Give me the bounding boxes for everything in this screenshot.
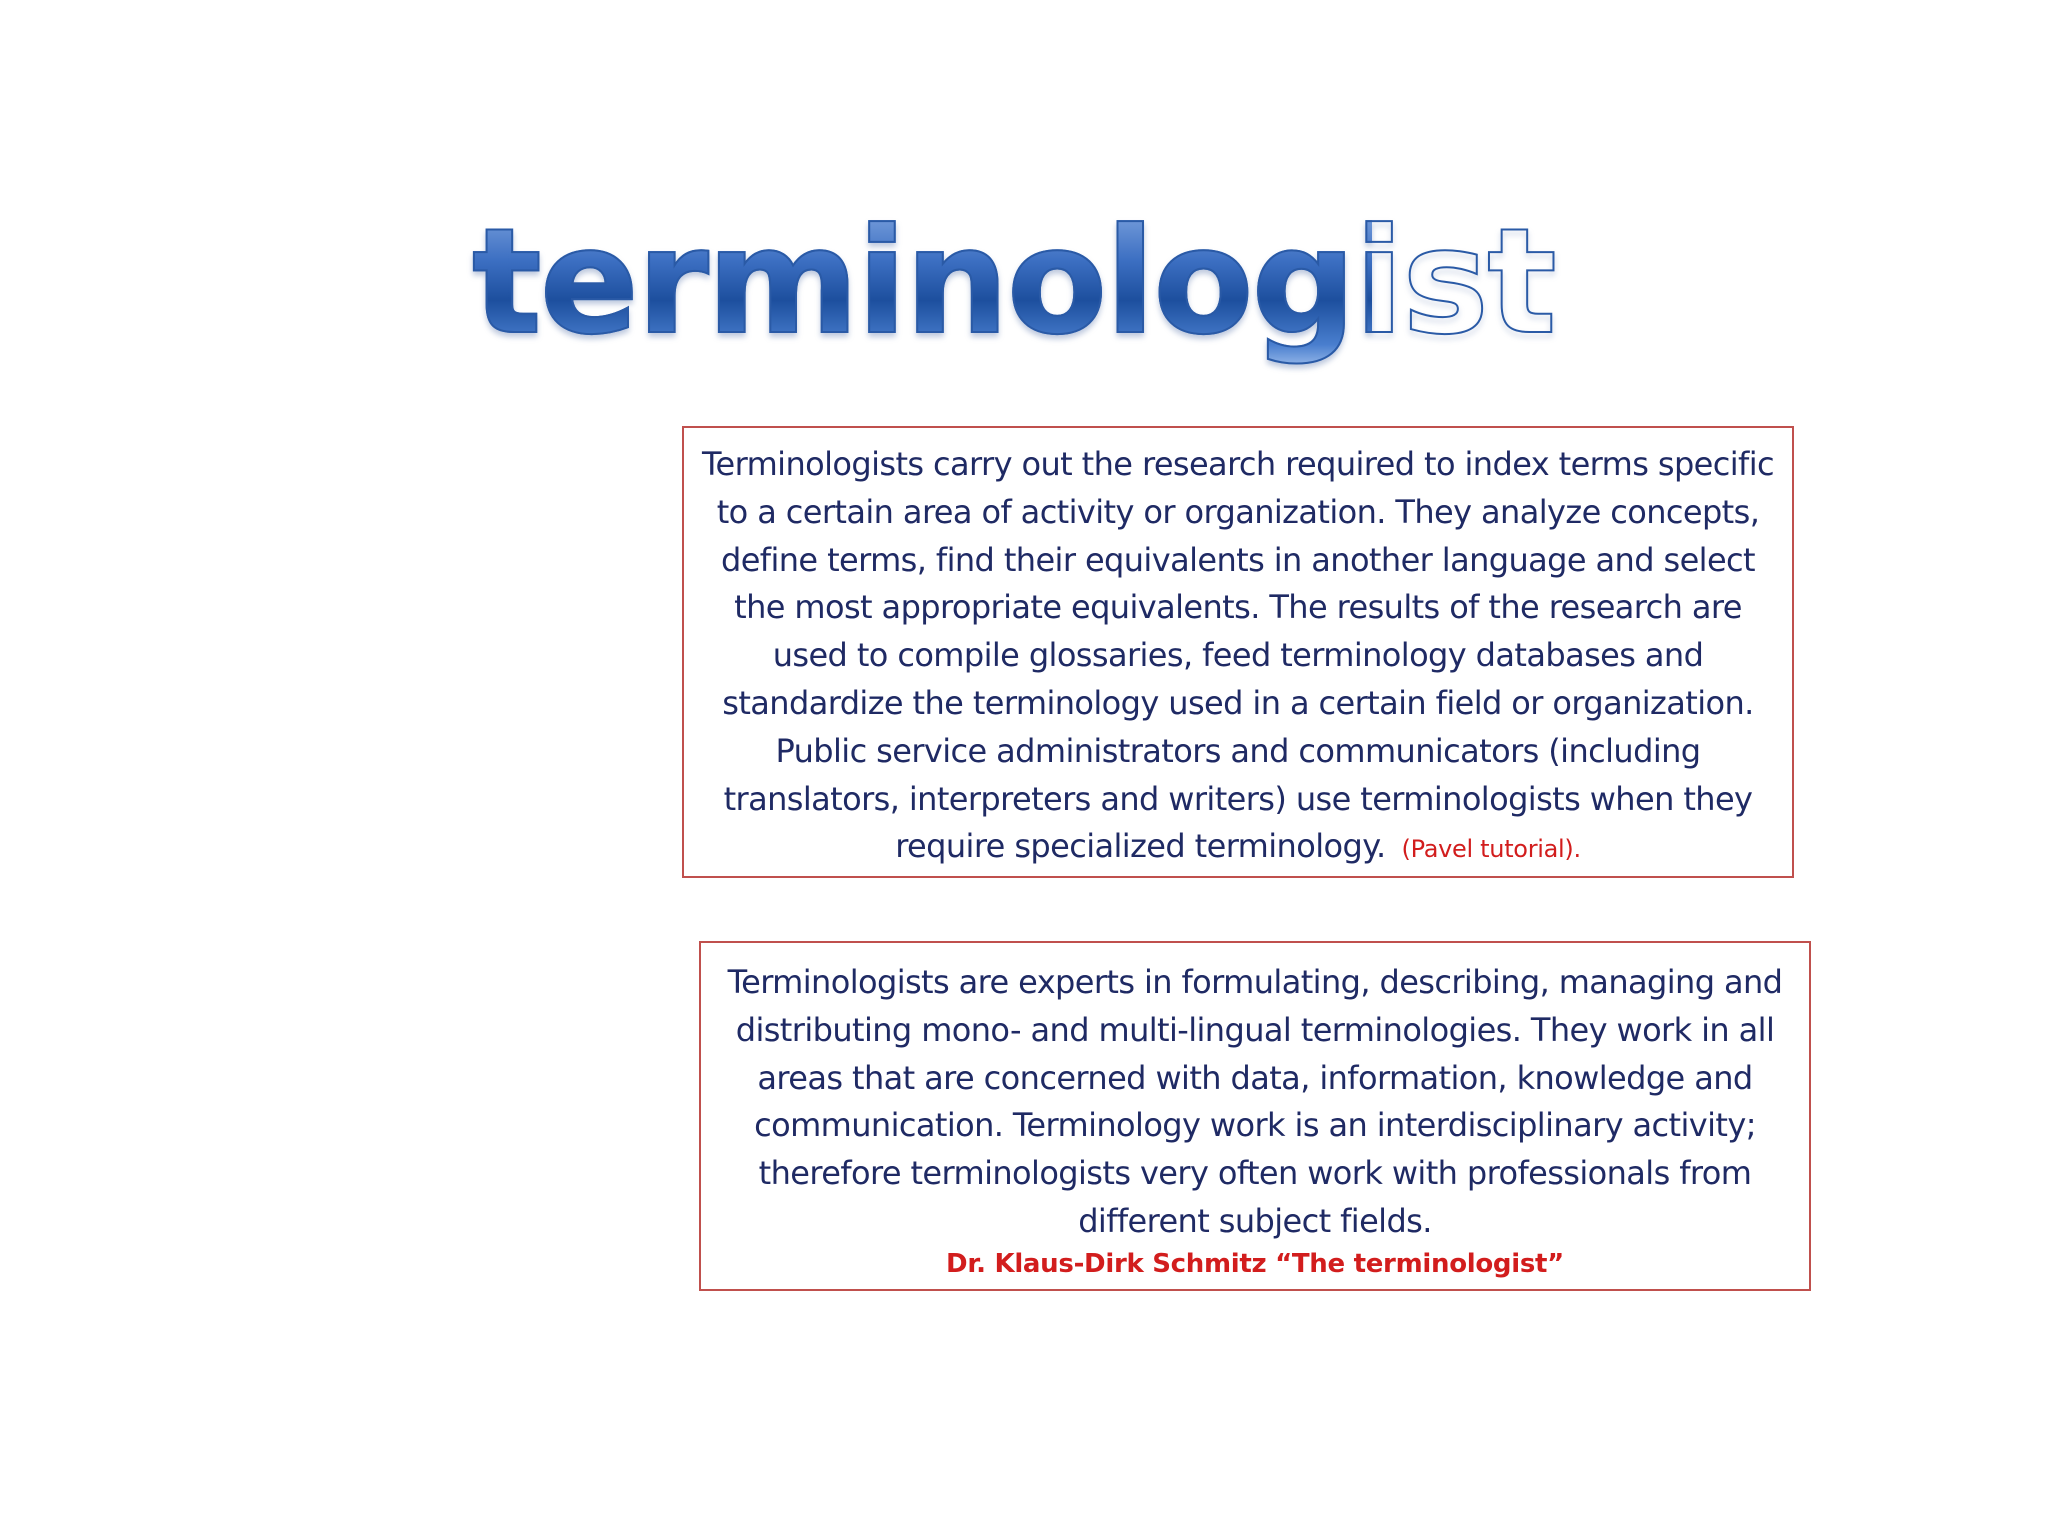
definition-paragraph: [698, 441, 1778, 874]
definition-citation: (Pavel tutorial).: [1401, 835, 1581, 864]
definition-text: Terminologists carry out the research required to index terms specific to a certain area of activity or organization. They analyze concepts, define terms, find their equivalents in another language and select the most appropriate equivalents. The results of the research are used to compile glossaries, feed terminology databases and standardize the terminology used in a certain field or organization. Public service administrators and communicators (including translators, interpreters and writers) use terminologists when they require specialized terminology.: [701, 445, 1774, 866]
definition-citation: Dr. Klaus-Dirk Schmitz “The terminologist”: [946, 1248, 1564, 1279]
definition-box-pavel: [682, 426, 1794, 878]
definition-text: Terminologists are experts in formulating, describing, managing and distributing mono- and multi-lingual terminologies. They work in all areas that are concerned with data, information, knowledge and communication. Terminology work is an interdisciplinary activity; therefore terminologists very often work with professionals from different subject fields.: [727, 963, 1783, 1240]
definition-box-schmitz: [699, 941, 1811, 1291]
slide-title: terminologist: [472, 192, 1372, 372]
definition-paragraph: [715, 959, 1795, 1246]
